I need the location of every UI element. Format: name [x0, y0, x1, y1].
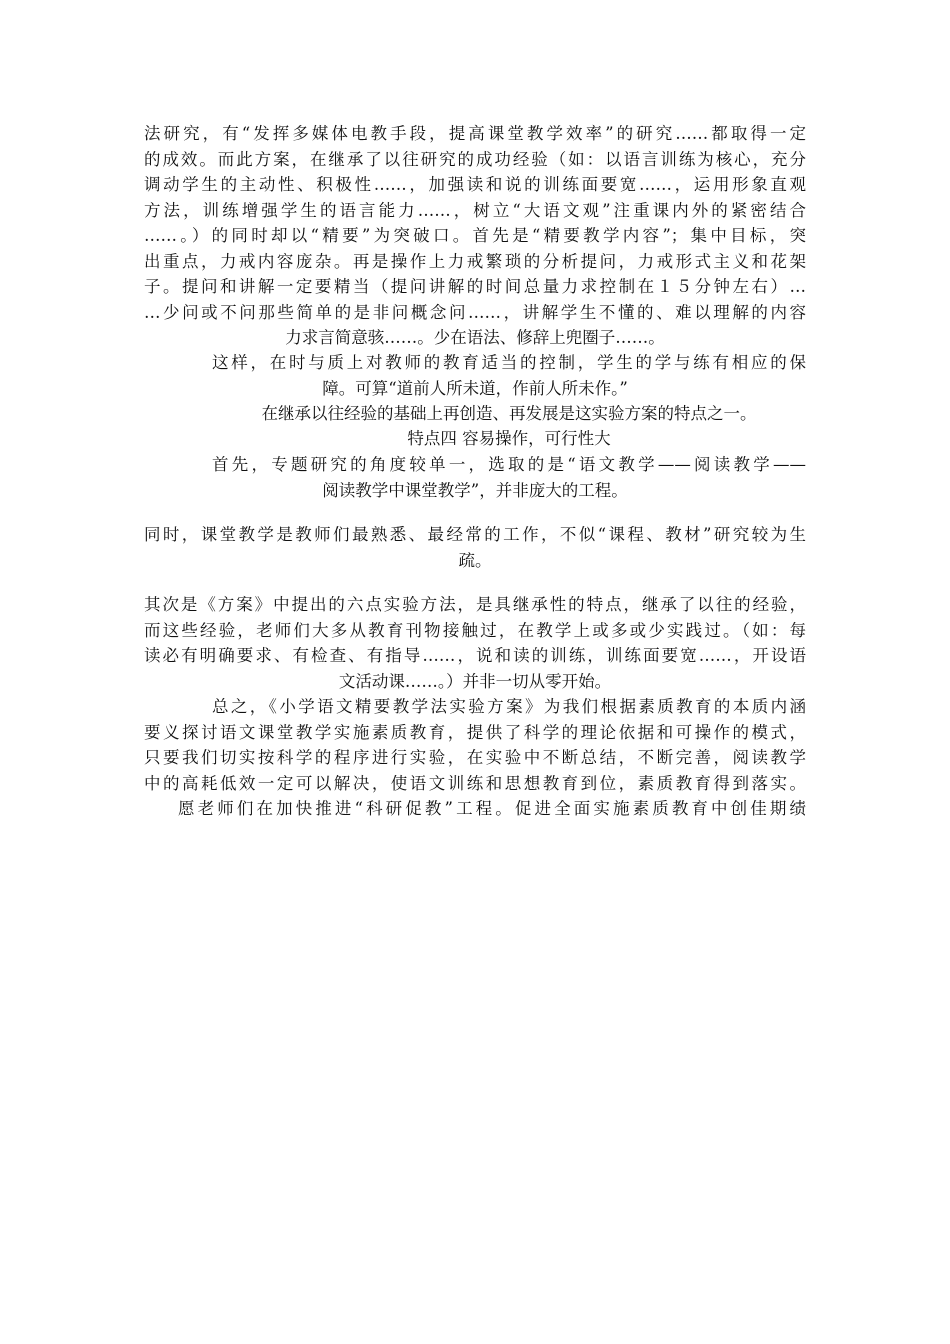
paragraph-2 [212, 350, 806, 401]
text-line: 在继承以往经验的基础上再创造、再发展是这实验方案的特点之一。 [261, 404, 757, 423]
text-line: 愿老师们在加快推进“科研促教”工程。促进全面实施素质教育中创佳期绩 [178, 799, 806, 818]
text-line: 文活动课……。）并非一切从零开始。 [338, 671, 612, 691]
section-heading [212, 426, 806, 452]
text-line: 中的高耗低效一定可以解决，使语文训练和思想教育到位，素质教育得到落实。 [144, 773, 806, 793]
text-line: 子。提问和讲解一定要精当（提问讲解的时间总量力求控制在１５分钟左右）… [144, 277, 806, 296]
text-line: 法研究，有“发挥多媒体电教手段，提高课堂教学效率”的研究……都取得一定 [144, 124, 806, 143]
text-line: 力求言简意骇……。少在语法、修辞上兜圈子……。 [285, 328, 665, 347]
paragraph-8 [144, 694, 806, 796]
text-line: …少问或不问那些简单的是非问概念问……，讲解学生不懂的、难以理解的内容 [144, 302, 806, 322]
text-line: 的成效。而此方案，在继承了以往研究的成功经验（如：以语言训练为核心，充分 [144, 149, 806, 169]
text-line: 方法，训练增强学生的语言能力……，树立“大语文观”注重课内外的紧密结合 [144, 200, 806, 220]
text-line: 总之，《小学语文精要教学法实验方案》为我们根据素质教育的本质内涵 [212, 697, 806, 716]
text-line: 调动学生的主动性、积极性……，加强读和说的训练面要宽……，运用形象直观 [144, 175, 806, 194]
text-line: 读必有明确要求、有检查、有指导……，说和读的训练，训练面要宽……，开设语 [144, 646, 806, 665]
paragraph-3 [212, 401, 806, 427]
text-line: 首先，专题研究的角度较单一，选取的是“语文教学——阅读教学—— [212, 455, 806, 474]
text-line: ……。）的同时却以“精要”为突破口。首先是“精要教学内容”；集中目标，突 [144, 226, 806, 245]
paragraph-9 [144, 796, 806, 822]
text-line: 出重点，力戒内容庞杂。再是操作上力戒繁琐的分析提问，力戒形式主义和花架 [144, 251, 806, 271]
text-line: 同时，课堂教学是教师们最熟悉、最经常的工作，不似“课程、教材”研究较为生 [144, 525, 806, 544]
paragraph-7 [144, 592, 806, 694]
heading-text: 特点四 容易操作，可行性大 [407, 429, 611, 448]
paragraph-5 [212, 452, 806, 503]
text-line: 这样，在时与质上对教师的教育适当的控制，学生的学与练有相应的保 [212, 353, 806, 372]
text-line: 只要我们切实按科学的程序进行实验，在实验中不断总结，不断完善，阅读教学 [144, 748, 806, 767]
text-line: 障。可算“道前人所未道，作前人所未作。” [322, 378, 628, 398]
text-line: 要义探讨语文课堂教学实施素质教育，提供了科学的理论依据和可操作的模式， [144, 722, 806, 742]
paragraph-1 [144, 121, 806, 351]
text-line: 其次是《方案》中提出的六点实验方法，是具继承性的特点，继承了以往的经验， [144, 595, 806, 614]
text-line: 阅读教学中课堂教学”，并非庞大的工程。 [322, 480, 628, 500]
paragraph-6 [144, 522, 806, 573]
text-line: 疏。 [458, 550, 492, 570]
text-line: 而这些经验，老师们大多从教育刊物接触过，在教学上或多或少实践过。（如：每 [144, 620, 806, 640]
